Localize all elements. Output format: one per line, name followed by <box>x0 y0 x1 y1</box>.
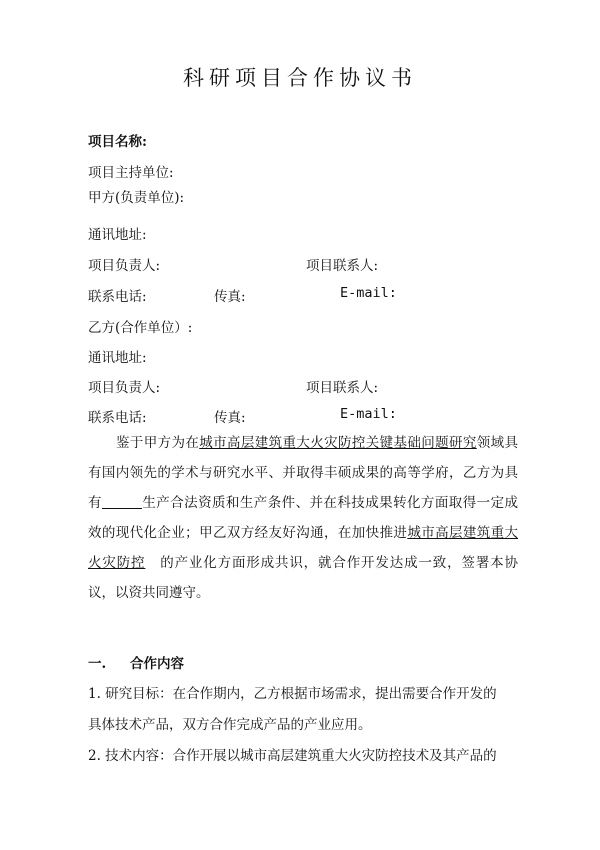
party-a-contact-label: 项目联系人: <box>306 258 379 274</box>
section-1-item-1-line-1: 1. 研究目标：在合作期内，乙方根据市场需求，提出需要合作开发的 <box>88 686 497 702</box>
party-b-label: 乙方(合作单位）: <box>88 320 193 336</box>
section-1-heading: 合作内容 <box>130 656 184 672</box>
party-a-phone-label: 联系电话: <box>88 289 147 305</box>
page-title: 科研项目合作协议书 <box>183 66 417 90</box>
party-b-leader-label: 项目负责人: <box>88 380 161 396</box>
party-b-email-label: E-mail: <box>340 406 397 422</box>
intro-field-underlined: 城市高层建筑重大火灾防控关键基础问题研究 <box>199 435 477 451</box>
party-a-leader-label: 项目负责人: <box>88 258 161 274</box>
blank-fill-line <box>102 494 142 509</box>
intro-industry-underlined: 城市高层建筑重大火灾防控 <box>88 525 519 571</box>
intro-text-4: 的产业化方面形成共识，就合作开发达成一致，签署本协议，以资共同遵守。 <box>88 555 519 601</box>
section-1-number: 一. <box>88 656 107 672</box>
party-b-contact-label: 项目联系人: <box>306 380 379 396</box>
project-name-label: 项目名称: <box>88 134 147 150</box>
party-b-phone-label: 联系电话: <box>88 410 147 426</box>
intro-paragraph <box>88 428 518 608</box>
party-a-email-label: E-mail: <box>340 285 397 301</box>
section-1-item-1-line-2: 具体技术产品，双方合作完成产品的产业应用。 <box>88 717 372 733</box>
host-unit-label: 项目主持单位: <box>88 165 174 181</box>
party-b-address-label: 通讯地址: <box>88 350 147 366</box>
party-b-fax-label: 传真: <box>214 410 246 426</box>
intro-text-3: 生产合法资质和生产条件、并在科技成果转化方面取得一定成效的现代化企业；甲乙双方经友好沟通，在加快推进 <box>88 495 519 541</box>
party-a-label: 甲方(负责单位): <box>88 190 185 206</box>
intro-text-2: 领域具有国内领先的学术与研究水平、并取得丰硕成果的高等学府，乙方为具有 <box>88 435 518 511</box>
intro-text-1: 鉴于甲方为在 <box>116 435 200 451</box>
party-a-fax-label: 传真: <box>214 289 246 305</box>
section-1-item-2-line-1: 2. 技术内容：合作开展以城市高层建筑重大火灾防控技术及其产品的 <box>88 748 497 764</box>
party-a-address-label: 通讯地址: <box>88 227 147 243</box>
